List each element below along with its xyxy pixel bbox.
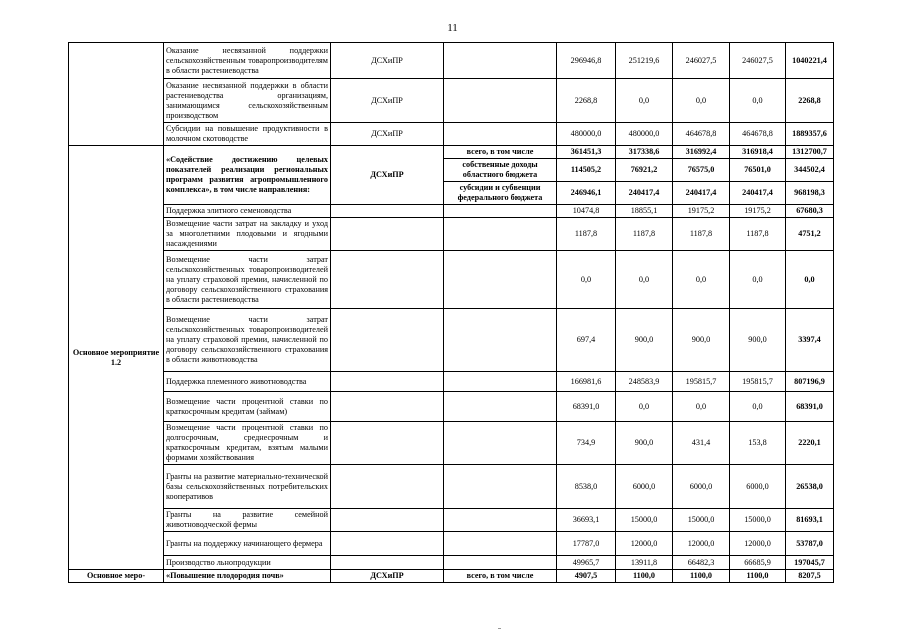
total-value: 2268,8	[786, 79, 834, 123]
executor-cell	[331, 509, 444, 532]
executor-cell: ДСХиПР	[331, 43, 444, 79]
year-value: 246027,5	[730, 43, 786, 79]
source-cell	[444, 43, 557, 79]
source-label: собственные доходы областного бюджета	[444, 159, 557, 182]
total-value: 1312700,7	[786, 146, 834, 159]
executor-cell: ДСХиПР	[331, 123, 444, 146]
source-cell	[444, 556, 557, 570]
year-value: 900,0	[616, 309, 673, 372]
source-label: всего, в том числе	[444, 570, 557, 583]
source-cell	[444, 205, 557, 218]
source-cell	[444, 309, 557, 372]
event-title: «Содействие достижению целевых показателей реализации региональных программ развития агропромышленного комплекса», в том числе направления:	[164, 146, 331, 205]
year-value: 480000,0	[616, 123, 673, 146]
year-value: 66482,3	[673, 556, 730, 570]
executor-cell: ДСХиПР	[331, 79, 444, 123]
year-value: 6000,0	[673, 465, 730, 509]
year-value: 13911,8	[616, 556, 673, 570]
year-value: 6000,0	[616, 465, 673, 509]
year-value: 76501,0	[730, 159, 786, 182]
total-value: 53787,0	[786, 532, 834, 556]
direction-name: Субсидии на повышение продуктивности в молочном скотоводстве	[164, 123, 331, 146]
source-cell	[444, 372, 557, 392]
direction-name: Оказание несвязанной поддержки сельскохозяйственным товаропроизводителям в области растениеводства	[164, 43, 331, 79]
year-value: 68391,0	[557, 392, 616, 422]
year-value: 1100,0	[616, 570, 673, 583]
year-value: 12000,0	[616, 532, 673, 556]
total-value: 8207,5	[786, 570, 834, 583]
direction-name: Поддержка племенного животноводства	[164, 372, 331, 392]
year-value: 195815,7	[673, 372, 730, 392]
total-value: 968198,3	[786, 182, 834, 205]
executor-cell: ДСХиПР	[331, 146, 444, 205]
year-value: 246946,1	[557, 182, 616, 205]
source-cell	[444, 79, 557, 123]
source-cell	[444, 251, 557, 309]
event-label: Основное меро-	[69, 570, 164, 583]
year-value: 36693,1	[557, 509, 616, 532]
year-value: 1187,8	[673, 218, 730, 251]
year-value: 734,9	[557, 422, 616, 465]
year-value: 296946,8	[557, 43, 616, 79]
page-number: 11	[447, 22, 458, 34]
year-value: 240417,4	[673, 182, 730, 205]
executor-cell	[331, 251, 444, 309]
total-value: 807196,9	[786, 372, 834, 392]
executor-cell	[331, 218, 444, 251]
executor-cell	[331, 309, 444, 372]
table-row	[69, 532, 834, 556]
table-row	[69, 79, 834, 123]
year-value: 15000,0	[730, 509, 786, 532]
year-value: 0,0	[730, 251, 786, 309]
year-value: 0,0	[557, 251, 616, 309]
executor-cell	[331, 465, 444, 509]
direction-name: Возмещение части процентной ставки по краткосрочным кредитам (займам)	[164, 392, 331, 422]
year-value: 316992,4	[673, 146, 730, 159]
year-value: 0,0	[673, 392, 730, 422]
year-value: 8538,0	[557, 465, 616, 509]
total-value: 344502,4	[786, 159, 834, 182]
year-value: 248583,9	[616, 372, 673, 392]
year-value: 166981,6	[557, 372, 616, 392]
direction-name: Поддержка элитного семеноводства	[164, 205, 331, 218]
year-value: 251219,6	[616, 43, 673, 79]
table-row	[69, 372, 834, 392]
year-value: 76921,2	[616, 159, 673, 182]
total-value: 81693,1	[786, 509, 834, 532]
year-value: 0,0	[616, 251, 673, 309]
table-row	[69, 43, 834, 79]
total-value: 4751,2	[786, 218, 834, 251]
direction-name: Возмещение части затрат на закладку и уход за многолетними плодовыми и ягодными насаждениями	[164, 218, 331, 251]
executor-cell	[331, 422, 444, 465]
year-value: 4907,5	[557, 570, 616, 583]
table-row	[69, 422, 834, 465]
year-value: 1100,0	[673, 570, 730, 583]
total-value: 1889357,6	[786, 123, 834, 146]
year-value: 464678,8	[673, 123, 730, 146]
year-value: 2268,8	[557, 79, 616, 123]
year-value: 0,0	[616, 79, 673, 123]
year-value: 464678,8	[730, 123, 786, 146]
table-row	[69, 309, 834, 372]
year-value: 361451,3	[557, 146, 616, 159]
year-value: 317338,6	[616, 146, 673, 159]
table-row	[69, 251, 834, 309]
total-value: 0,0	[786, 251, 834, 309]
direction-name: Гранты на развитие семейной животноводческой фермы	[164, 509, 331, 532]
year-value: 15000,0	[673, 509, 730, 532]
year-value: 1187,8	[616, 218, 673, 251]
year-value: 153,8	[730, 422, 786, 465]
year-value: 6000,0	[730, 465, 786, 509]
year-value: 697,4	[557, 309, 616, 372]
year-value: 66685,9	[730, 556, 786, 570]
direction-name: Гранты на развитие материально-технической базы сельскохозяйственных потребительских кооперативов	[164, 465, 331, 509]
source-cell	[444, 465, 557, 509]
table-row	[69, 509, 834, 532]
year-value: 0,0	[673, 79, 730, 123]
year-value: 12000,0	[673, 532, 730, 556]
total-value: 67680,3	[786, 205, 834, 218]
year-value: 17787,0	[557, 532, 616, 556]
source-cell	[444, 123, 557, 146]
direction-name: Оказание несвязанной поддержки в области растениеводства организациям, занимающимся сельскохозяйственным производством	[164, 79, 331, 123]
table-row	[69, 570, 834, 583]
year-value: 0,0	[730, 392, 786, 422]
event-label: Основное мероприятие 1.2	[69, 146, 164, 570]
total-value: 26538,0	[786, 465, 834, 509]
source-label: всего, в том числе	[444, 146, 557, 159]
table-row	[69, 123, 834, 146]
year-value: 19175,2	[730, 205, 786, 218]
budget-table	[68, 42, 834, 583]
executor-cell: ДСХиПР	[331, 570, 444, 583]
direction-name: Возмещение части затрат сельскохозяйственных товаропроизводителей на уплату страховой премии, начисленной по договору сельскохозяйственного страхования в области растениеводства	[164, 251, 331, 309]
total-value: 1040221,4	[786, 43, 834, 79]
table-row	[69, 465, 834, 509]
year-value: 49965,7	[557, 556, 616, 570]
year-value: 900,0	[616, 422, 673, 465]
event-cell-empty	[69, 43, 164, 146]
year-value: 19175,2	[673, 205, 730, 218]
year-value: 114505,2	[557, 159, 616, 182]
executor-cell	[331, 372, 444, 392]
direction-name: Возмещение части процентной ставки по долгосрочным, среднесрочным и краткосрочным кредитам, взятым малыми формами хозяйствования	[164, 422, 331, 465]
year-value: 240417,4	[616, 182, 673, 205]
table-row	[69, 556, 834, 570]
source-cell	[444, 392, 557, 422]
source-cell	[444, 509, 557, 532]
year-value: 15000,0	[616, 509, 673, 532]
year-value: 900,0	[730, 309, 786, 372]
year-value: 240417,4	[730, 182, 786, 205]
year-value: 1187,8	[557, 218, 616, 251]
source-label: субсидии и субвенции федерального бюджета	[444, 182, 557, 205]
year-value: 900,0	[673, 309, 730, 372]
total-value: 3397,4	[786, 309, 834, 372]
year-value: 246027,5	[673, 43, 730, 79]
executor-cell	[331, 205, 444, 218]
table-row	[69, 205, 834, 218]
executor-cell	[331, 532, 444, 556]
year-value: 1100,0	[730, 570, 786, 583]
year-value: 0,0	[730, 79, 786, 123]
year-value: 0,0	[616, 392, 673, 422]
year-value: 480000,0	[557, 123, 616, 146]
year-value: 76575,0	[673, 159, 730, 182]
year-value: 316918,4	[730, 146, 786, 159]
year-value: 1187,8	[730, 218, 786, 251]
table-row	[69, 146, 834, 159]
source-cell	[444, 218, 557, 251]
scan-speck	[498, 628, 501, 629]
source-cell	[444, 422, 557, 465]
total-value: 68391,0	[786, 392, 834, 422]
executor-cell	[331, 392, 444, 422]
direction-name: Гранты на поддержку начинающего фермера	[164, 532, 331, 556]
table-row	[69, 218, 834, 251]
source-cell	[444, 532, 557, 556]
year-value: 431,4	[673, 422, 730, 465]
event-title: «Повышение плодородия почв»	[164, 570, 331, 583]
total-value: 2220,1	[786, 422, 834, 465]
year-value: 18855,1	[616, 205, 673, 218]
year-value: 0,0	[673, 251, 730, 309]
year-value: 12000,0	[730, 532, 786, 556]
table-row	[69, 392, 834, 422]
year-value: 195815,7	[730, 372, 786, 392]
total-value: 197045,7	[786, 556, 834, 570]
direction-name: Возмещение части затрат сельскохозяйственных товаропроизводителей на уплату страховой премии, начисленной по договору сельскохозяйственного страхования в области животноводства	[164, 309, 331, 372]
direction-name: Производство льнопродукции	[164, 556, 331, 570]
year-value: 10474,8	[557, 205, 616, 218]
executor-cell	[331, 556, 444, 570]
